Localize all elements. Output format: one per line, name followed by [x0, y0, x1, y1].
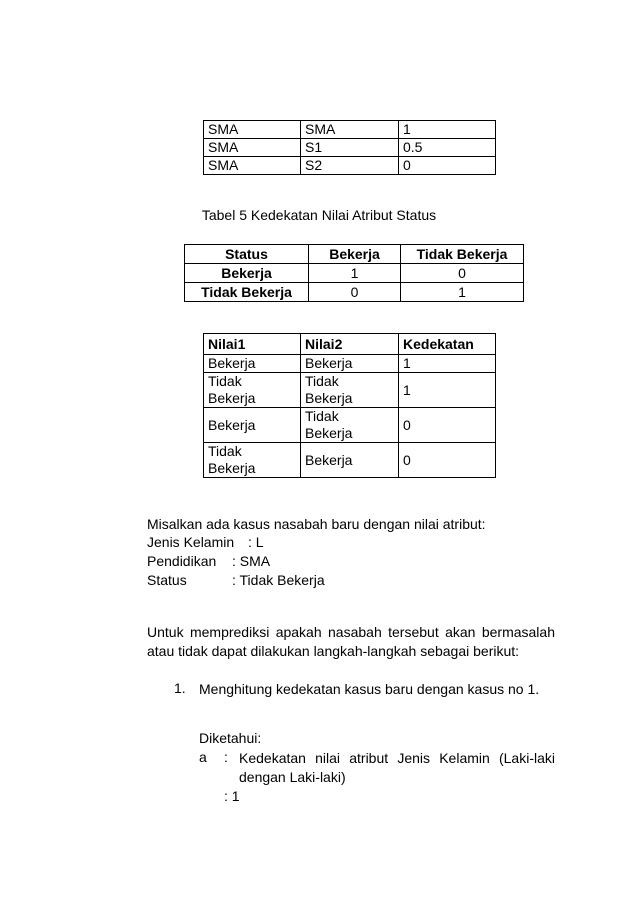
- table-row: [204, 139, 496, 157]
- table-row: [185, 264, 524, 283]
- table-row: [204, 355, 496, 373]
- table-row: [204, 443, 496, 478]
- education-value: : SMA: [232, 553, 271, 569]
- item-colon: :: [224, 749, 228, 765]
- table-cell: SMA: [204, 157, 301, 175]
- table-cell: Bekerja: [301, 443, 399, 478]
- cell-text: Tidak Bekerja: [305, 408, 353, 441]
- table-cell: [301, 373, 399, 408]
- table-cell: [204, 443, 301, 478]
- status-similarity-matrix: [184, 244, 524, 302]
- table-cell: 1: [309, 264, 401, 283]
- table-row: [185, 283, 524, 302]
- row-header: Bekerja: [185, 264, 309, 283]
- table-cell: 0: [399, 443, 496, 478]
- item-text: Kedekatan nilai atribut Jenis Kelamin (Laki-laki dengan Laki-laki): [239, 750, 555, 785]
- table-cell: [301, 408, 399, 443]
- table-header-row: [204, 334, 496, 355]
- table-row: [204, 121, 496, 139]
- education-similarity-table: [203, 120, 496, 175]
- item-letter: a: [199, 749, 207, 765]
- table-cell: S2: [301, 157, 399, 175]
- education-label: Pendidikan: [147, 553, 217, 569]
- known-label: Diketahui:: [199, 730, 262, 746]
- cell-text: Tidak Bekerja: [305, 373, 353, 406]
- column-header: Status: [185, 245, 309, 264]
- table-cell: SMA: [204, 139, 301, 157]
- gender-label: Jenis Kelamin: [147, 534, 235, 550]
- status-label: Status: [147, 572, 187, 588]
- table-cell: 0: [309, 283, 401, 302]
- table-cell: [204, 373, 301, 408]
- table-cell: 0: [399, 408, 496, 443]
- table-cell: SMA: [204, 121, 301, 139]
- column-header: Nilai1: [204, 334, 301, 355]
- step-number: 1.: [174, 680, 186, 696]
- case-intro: Misalkan ada kasus nasabah baru dengan nilai atribut:: [147, 516, 486, 532]
- table-cell: Bekerja: [204, 408, 301, 443]
- table-cell: Bekerja: [204, 355, 301, 373]
- body-paragraph: Untuk memprediksi apakah nasabah tersebut akan bermasalah atau tidak dapat dilakukan langkah-langkah sebagai berikut:: [147, 624, 555, 659]
- column-header: Bekerja: [309, 245, 401, 264]
- table-cell: 1: [399, 121, 496, 139]
- gender-value: : L: [248, 534, 264, 550]
- step-text: Menghitung kedekatan kasus baru dengan kasus no 1.: [199, 681, 540, 697]
- table-row: [204, 373, 496, 408]
- table-caption: Tabel 5 Kedekatan Nilai Atribut Status: [201, 207, 437, 223]
- table-cell: S1: [301, 139, 399, 157]
- column-header: Nilai2: [301, 334, 399, 355]
- table-cell: SMA: [301, 121, 399, 139]
- table-cell: 0: [399, 157, 496, 175]
- table-header-row: [185, 245, 524, 264]
- table-cell: 1: [399, 355, 496, 373]
- cell-text: Tidak Bekerja: [208, 373, 256, 406]
- table-cell: 0: [401, 264, 524, 283]
- status-similarity-table: [203, 333, 496, 478]
- status-value: : Tidak Bekerja: [232, 572, 325, 588]
- column-header: Kedekatan: [399, 334, 496, 355]
- table-cell: Bekerja: [301, 355, 399, 373]
- table-row: [204, 157, 496, 175]
- table-row: [204, 408, 496, 443]
- table-cell: 0.5: [399, 139, 496, 157]
- table-cell: 1: [399, 373, 496, 408]
- table-cell: 1: [401, 283, 524, 302]
- cell-text: Tidak Bekerja: [208, 443, 256, 476]
- row-header: Tidak Bekerja: [185, 283, 309, 302]
- column-header: Tidak Bekerja: [401, 245, 524, 264]
- item-value: : 1: [224, 788, 240, 804]
